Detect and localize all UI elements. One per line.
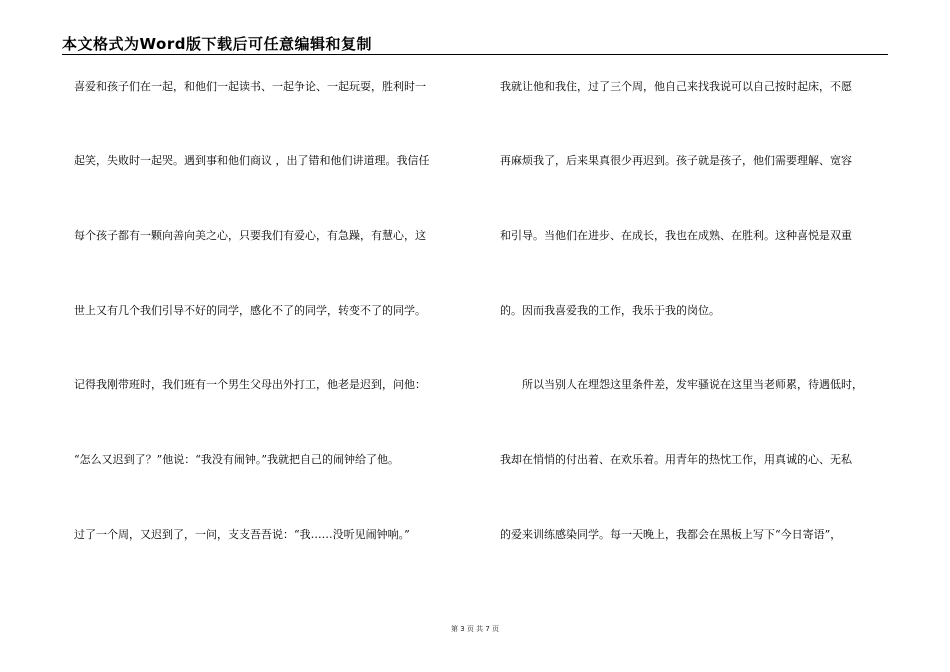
left-line-6: “怎么又迟到了？”他说：“我没有闹钟。”我就把自己的闹钟给了他。: [74, 453, 399, 466]
right-line-7: 的爱来训练感染同学。每一天晚上，我都会在黑板上写下“今日寄语”，: [500, 528, 842, 541]
right-line-2: 再麻烦我了，后来果真很少再迟到。孩子就是孩子，他们需要理解、宽容: [500, 154, 852, 167]
right-line-6: 我却在悄悄的付出着、在欢乐着。用青年的热忱工作，用真诚的心、无私: [500, 453, 852, 466]
header-divider: [62, 54, 888, 55]
left-line-4: 世上又有几个我们引导不好的同学，感化不了的同学，转变不了的同学。: [74, 304, 426, 317]
left-line-1: 喜爱和孩子们在一起，和他们一起读书、一起争论、一起玩耍，胜利时一: [74, 80, 426, 93]
right-line-4: 的。因而我喜爱我的工作，我乐于我的岗位。: [500, 304, 720, 317]
document-header-title: 本文格式为Word版下载后可任意编辑和复制: [62, 35, 372, 53]
left-line-2: 起笑，失败时一起哭。遇到事和他们商议 ，出了错和他们讲道理。我信任: [74, 154, 430, 167]
right-line-3: 和引导。当他们在进步、在成长，我也在成熟、在胜利。这种喜悦是双重: [500, 229, 852, 242]
left-line-5: 记得我刚带班时，我们班有一个男生父母出外打工，他老是迟到，问他：: [74, 378, 426, 391]
page-number-footer: 第 3 页 共 7 页: [450, 625, 500, 633]
right-line-1: 我就让他和我住，过了三个周，他自己来找我说可以自己按时起床，不愿: [500, 80, 852, 93]
right-line-5: 所以当别人在埋怨这里条件差，发牢骚说在这里当老师累，待遇低时，: [500, 378, 863, 391]
left-line-7: 过了一个周，又迟到了，一问，支支吾吾说：“我……没听见闹钟响。”: [74, 528, 410, 541]
left-line-3: 每个孩子都有一颗向善向美之心，只要我们有爱心，有急躁，有慧心，这: [74, 229, 426, 242]
